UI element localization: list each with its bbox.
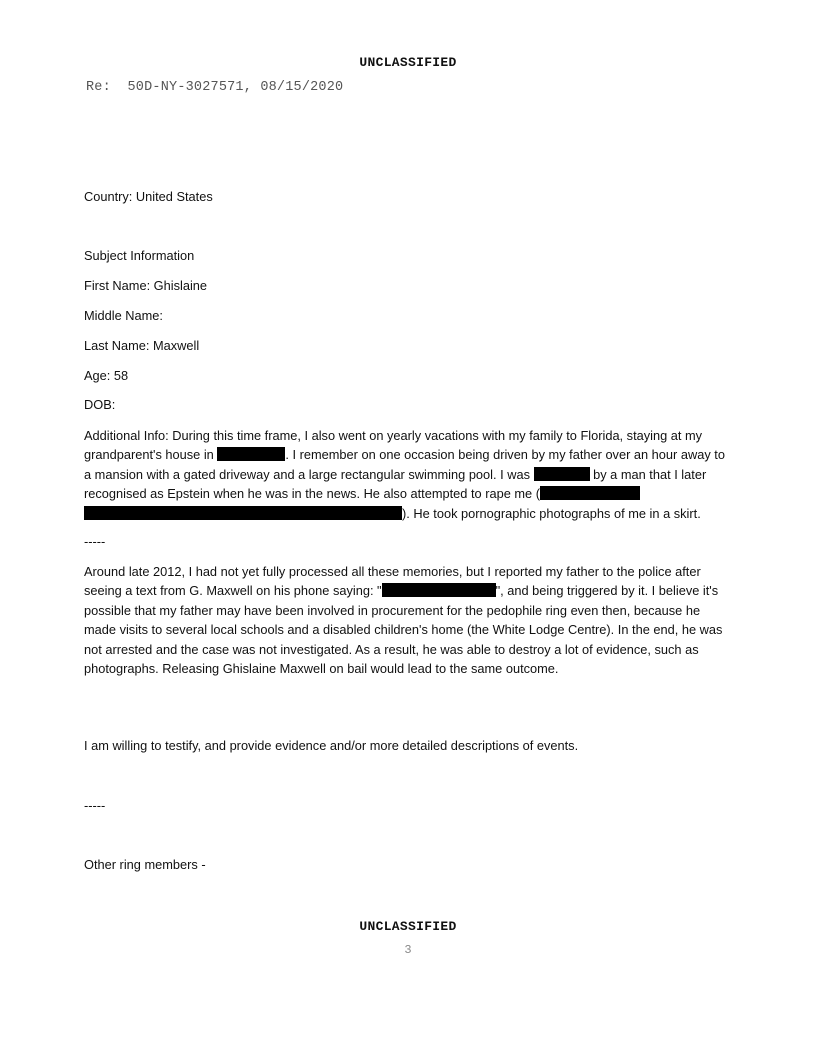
first-name-line: First Name: Ghislaine [84,278,208,293]
redaction-block [540,486,640,500]
country-line: Country: United States [84,189,213,204]
redaction-block [84,506,402,520]
case-reference: Re: 50D-NY-3027571, 08/15/2020 [86,80,344,95]
page-number: 3 [404,943,412,957]
testify-line: I am willing to testify, and provide evidence and/or more detailed descriptions of events. [84,738,579,753]
additional-info-text-1: Additional Info: During this time frame, I also went on yearly vacations with my family to Florida, staying at my grandparent's house in [84,428,703,463]
report-text-1: Around late 2012, I had not yet fully processed all these memories, but I reported my father to the police after seeing a text from G. Maxwell on his phone saying: " [84,564,701,599]
report-text-2: ", and being triggered by it. I believe it's possible that my father may have been involved in procurement for the pedophile ring even then, because he made visits to several local schools and a disabled children's home (the White Lodge Centre). In the end, he was not arrested and the case was not investigated. As a result, he was able to destroy a lot of evidence, such as photographs. Releasing Ghislaine Maxwell on bail would lead to the same outcome. [84,583,723,677]
subject-heading: Subject Information [84,248,195,263]
classification-header: UNCLASSIFIED [359,55,457,70]
dob-line: DOB: [84,397,116,412]
age-line: Age: 58 [84,368,129,383]
additional-info-text-2: . I remember on one occasion being driven by my father over an hour away to a mansion with a gated driveway and a large rectangular swimming pool. I was [84,447,725,482]
report-paragraph [84,562,732,678]
classification-footer: UNCLASSIFIED [359,919,457,934]
separator-1: ----- [84,534,106,549]
middle-name-line: Middle Name: [84,308,163,323]
other-members-line: Other ring members - [84,857,206,872]
last-name-line: Last Name: Maxwell [84,338,200,353]
additional-info-paragraph [84,426,732,523]
separator-2: ----- [84,798,106,813]
redaction-block [217,447,285,461]
additional-info-text-3: by a man that I later recognised as Epstein when he was in the news. He also attempted to rape me ( [84,466,707,502]
additional-info-text-4: ). He took pornographic photographs of me in a skirt. [402,505,701,521]
redaction-block [382,583,496,597]
redaction-block [534,467,590,481]
